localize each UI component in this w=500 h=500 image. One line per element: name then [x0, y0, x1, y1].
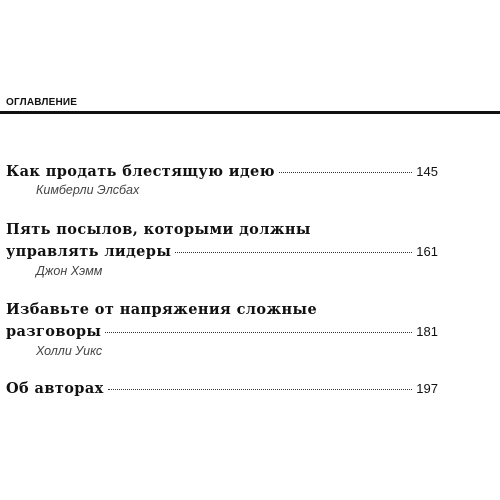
toc-entry-title: Избавьте от напряжения сложные [6, 301, 318, 318]
dot-leader [105, 332, 412, 333]
toc-entry-title: Как продать блестящую идею [6, 163, 275, 180]
toc-entry-author: Джон Хэмм [36, 264, 103, 278]
page-number: 161 [416, 244, 438, 259]
toc-entry-title-row [6, 380, 438, 398]
page-number: 197 [416, 381, 438, 396]
dot-leader [279, 172, 412, 173]
toc-entry-title-row [6, 163, 438, 181]
dot-leader [175, 252, 412, 253]
toc-entry-author: Холли Уикс [36, 344, 103, 358]
page-number: 145 [416, 164, 438, 179]
toc-entry-title-row [6, 323, 438, 341]
toc-entry-title-continued: разговоры [6, 323, 102, 340]
toc-entry-title-row [6, 243, 438, 261]
toc-heading: ОГЛАВЛЕНИЕ [6, 97, 78, 108]
dot-leader [108, 389, 413, 390]
header-divider [0, 111, 500, 114]
toc-entry-title: Об авторах [6, 380, 104, 397]
page-number: 181 [416, 324, 438, 339]
toc-entry-title-row [6, 221, 438, 239]
toc-entry-author: Кимберли Элсбах [36, 183, 140, 197]
toc-entry-title: Пять посылов, которыми должны [6, 221, 311, 238]
toc-entry-title-continued: управлять лидеры [6, 243, 172, 260]
toc-entry-title-row [6, 301, 438, 319]
